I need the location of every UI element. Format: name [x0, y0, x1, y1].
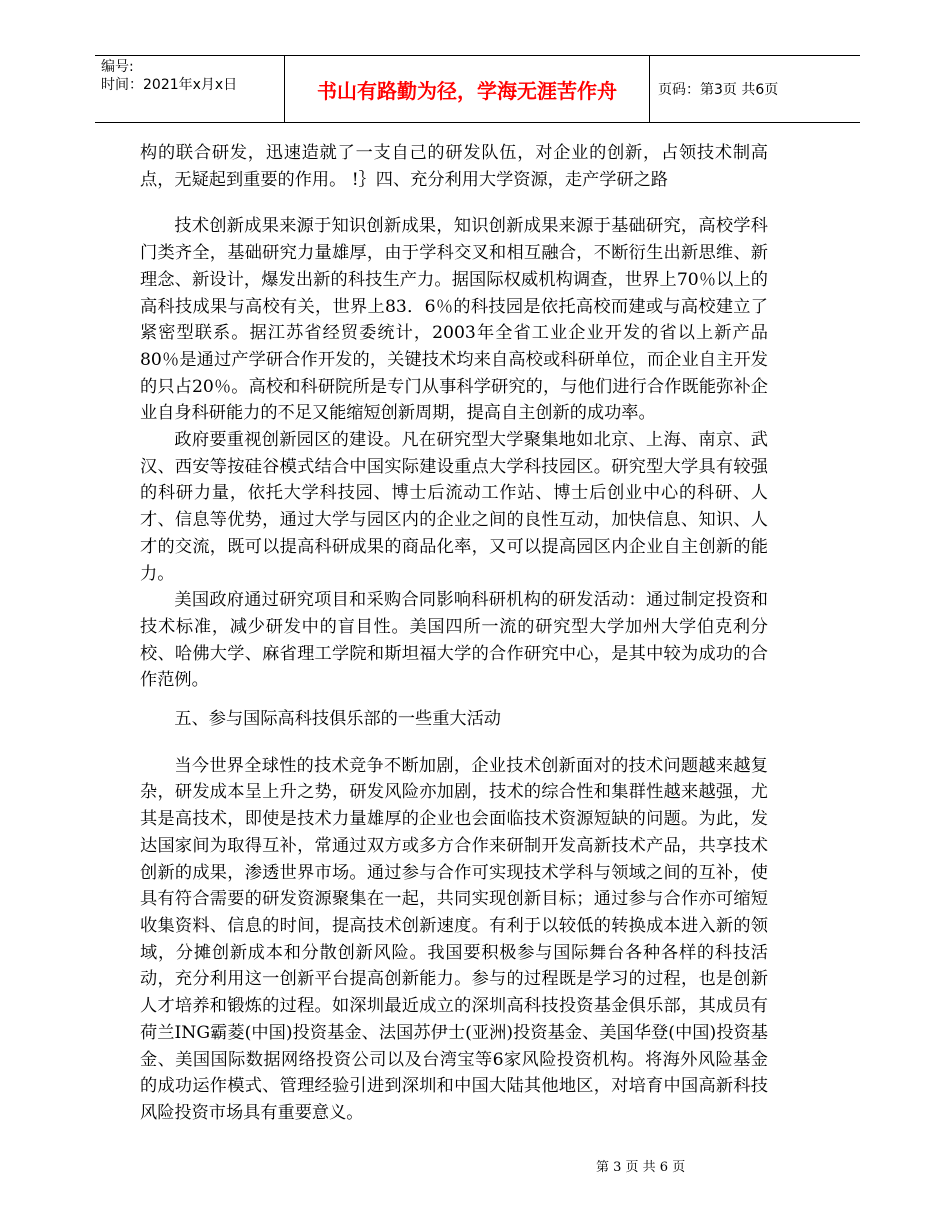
header-page-info: 页码：第3页 共6页 — [658, 82, 779, 98]
paragraph-university-resources: 技术创新成果来源于知识创新成果，知识创新成果来源于基础研究，高校学科门类齐全，基础研究力量雄厚，由于学科交叉和相互融合，不断衍生出新思维、新理念、新设计，爆发出新的科技生产力。据国际权威机构调查，世界上70％以上的高科技成果与高校有关，世界上83．6％的科技园是依托高校而建或与高校建立了紧密型联系。据江苏省经贸委统计，2003年全省工业企业开发的省以上新产品80％是通过产学研合作开发的，关键技术均来自高校或科研单位，而企业自主开发的只占20％。高校和科研院所是专门从事科学研究的，与他们进行合作既能弥补企业自身科研能力的不足又能缩短创新周期，提高自主创新的成功率。 — [140, 216, 768, 424]
paragraph-international-clubs: 当今世界全球性的技术竞争不断加剧，企业技术创新面对的技术问题越来越复杂，研发成本呈上升之势，研发风险亦加剧，技术的综合性和集群性越来越强，尤其是高技术，即使是技术力量雄厚的企业也会面临技术资源短缺的问题。为此，发达国家间为取得互补，常通过双方或多方合作来研制开发高新技术产品，共享技术创新的成果，渗透世界市场。通过参与合作可实现技术学科与领域之间的互补，使具有符合需要的研发资源聚集在一起，共同实现创新目标；通过参与合作亦可缩短收集资料、信息的时间，提高技术创新速度。有利于以较低的转换成本进入新的领域，分摊创新成本和分散创新风险。我国要积极参与国际舞台各种各样的科技活动，充分利用这一创新平台提高创新能力。参与的过程既是学习的过程，也是创新人才培养和锻炼的过程。如深圳最近成立的深圳高科技投资基金俱乐部，其成员有荷兰ING霸菱(中国)投资基金、法国苏伊士(亚洲)投资基金、美国华登(中国)投资基金、美国国际数据网络投资公司以及台湾宝等6家风险投资机构。将海外风险基金的成功运作模式、管理经验引进到深圳和中国大陆其他地区，对培育中国高新科技风险投资市场具有重要意义。 — [140, 755, 768, 1123]
header-motto: 书山有路勤为径，学海无涯苦作舟 — [285, 56, 650, 122]
page-header — [95, 55, 860, 123]
section-heading-five: 五、参与国际高科技俱乐部的一些重大活动 — [174, 709, 501, 730]
number-label: 编号: — [101, 59, 134, 75]
page-footer: 第 3 页 共 6 页 — [596, 1160, 686, 1175]
document-body — [140, 140, 768, 1127]
time-label: 时间：2021年x月x日 — [101, 77, 238, 93]
header-meta — [95, 56, 285, 122]
paragraph-us-government: 美国政府通过研究项目和采购合同影响科研机构的研发活动：通过制定投资和技术标准，减少研发中的盲目性。美国四所一流的研究型大学加州大学伯克利分校、哈佛大学、麻省理工学院和斯坦福大学的合作研究中心，是其中较为成功的合作范例。 — [140, 590, 768, 691]
paragraph-innovation-parks: 政府要重视创新园区的建设。凡在研究型大学聚集地如北京、上海、南京、武汉、西安等按硅谷模式结合中国实际建设重点大学科技园区。研究型大学具有较强的科研力量，依托大学科技园、博士后流动工作站、博士后创业中心的科研、人才、信息等优势，通过大学与园区内的企业之间的良性互动，加快信息、知识、人才的交流，既可以提高科研成果的商品化率，又可以提高园区内企业自主创新的能力。 — [140, 430, 768, 584]
paragraph-continuation: 构的联合研发，迅速造就了一支自己的研发队伍，对企业的创新，占领技术制高点，无疑起到重要的作用。 !｝四、充分利用大学资源，走产学研之路 — [140, 143, 768, 190]
